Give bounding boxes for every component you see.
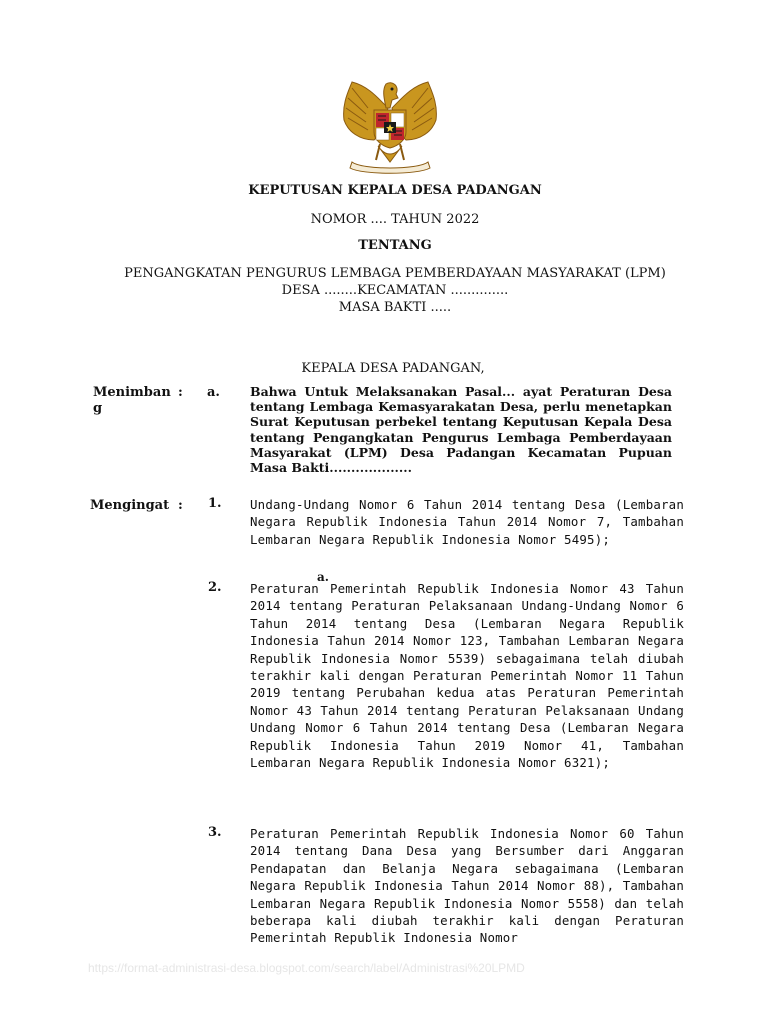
- mengingat-item-3-text: Peraturan Pemerintah Republik Indonesia Nomor 60 Tahun 2014 tentang Dana Desa yang Bersumber dari Anggaran Pendapatan dan Belanja Negara sebagaimana (Lembaran Negara Republik Indonesia Tahun 2014 Nomor 88), Tambahan Lembaran Negara Republik Indonesia Nomor 5558) dan telah beberapa kali diubah terakhir kali dengan Peraturan Pemerintah Republik Indonesia Nomor: [250, 826, 684, 946]
- garuda-pancasila-emblem: [338, 78, 442, 176]
- mengingat-item-3-number: 3.: [208, 825, 222, 840]
- menimbang-colon: :: [178, 385, 183, 400]
- document-subject: [0, 265, 768, 316]
- mengingat-item-2-text: Peraturan Pemerintah Republik Indonesia Nomor 43 Tahun 2014 tentang Peraturan Pelaksanaan Undang-Undang Nomor 6 Tahun 2014 tentang Desa (Lembaran Negara Republik Indonesia Tahun 2014 Nomor 123, Tambahan Lembaran Negara Republik Indonesia Nomor 5539) sebagaimana telah diubah terakhir kali dengan Peraturan Pemerintah Nomor 11 Tahun 2019 tentang Perubahan kedua atas Peraturan Pemerintah Nomor 43 Tahun 2014 tentang Peraturan Pelaksanaan Undang Undang Nomor 6 Tahun 2014 tentang Desa (Lembaran Negara Republik Indonesia Tahun 2019 Nomor 41, Tambahan Lembaran Negara Republik Indonesia Nomor 6321);: [250, 581, 684, 771]
- subject-line-1: PENGANGKATAN PENGURUS LEMBAGA PEMBERDAYAAN MASYARAKAT (LPM): [124, 266, 666, 281]
- document-title: KEPUTUSAN KEPALA DESA PADANGAN: [248, 183, 542, 198]
- stray-list-letter: a.: [317, 570, 329, 584]
- subject-line-3: MASA BAKTI .....: [338, 300, 452, 315]
- subject-line-2: DESA ........KECAMATAN ..............: [281, 283, 509, 298]
- mengingat-label: Mengingat: [90, 498, 170, 513]
- menimbang-number: a.: [207, 385, 220, 400]
- mengingat-colon: :: [178, 498, 183, 513]
- document-number: NOMOR .... TAHUN 2022: [310, 212, 480, 227]
- menimbang-text: Bahwa Untuk Melaksanakan Pasal... ayat Peraturan Desa tentang Lembaga Kemasyarakatan Desa, perlu menetapkan Surat Keputusan perbekel tentang Keputusan Kepala Desa tentang Pengangkatan Pengurus Lembaga Pemberdayaan Masyarakat (LPM) Desa Padangan Kecamatan Pupuan Masa Bakti...................: [250, 384, 672, 476]
- kepala-desa-heading: KEPALA DESA PADANGAN,: [301, 361, 485, 376]
- mengingat-item-1-text: Undang-Undang Nomor 6 Tahun 2014 tentang Desa (Lembaran Negara Republik Indonesia Tahun 2014 Nomor 7, Tambahan Lembaran Negara Republik Indonesia Nomor 5495);: [250, 497, 684, 547]
- tentang-heading: TENTANG: [358, 238, 432, 253]
- watermark-url: https://format-administrasi-desa.blogspot.com/search/label/Administrasi%20LPMD: [88, 961, 525, 975]
- mengingat-item-1-number: 1.: [208, 496, 222, 511]
- menimbang-label: Menimban g: [93, 385, 171, 416]
- mengingat-item-2-number: 2.: [208, 580, 222, 595]
